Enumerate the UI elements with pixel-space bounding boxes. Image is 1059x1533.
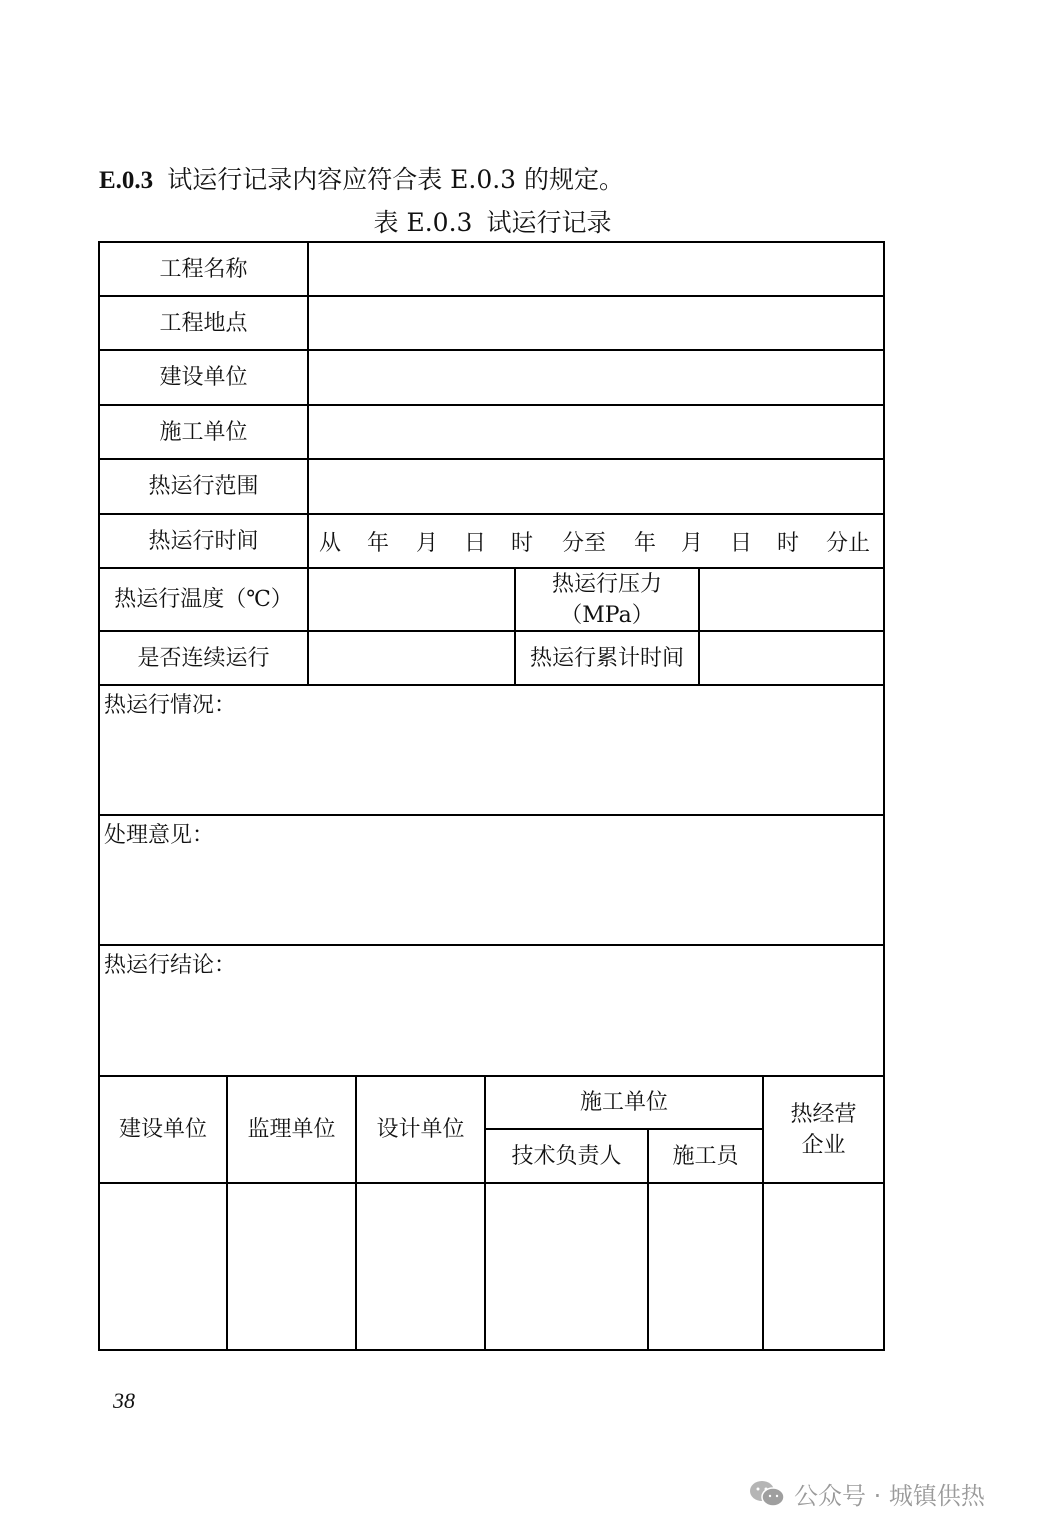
sign-operator-line2: 企业 xyxy=(801,1132,846,1158)
watermark-label: 公众号 · 城镇供热 xyxy=(794,1482,985,1510)
sign-operator-label xyxy=(764,1077,883,1182)
pressure-label xyxy=(516,569,698,630)
row-divider xyxy=(98,814,885,816)
clause-text: 试运行记录内容应符合表 E.0.3 的规定。 xyxy=(167,165,625,194)
heat-run-time-label: 热运行时间 xyxy=(148,528,259,554)
table-caption xyxy=(0,203,985,239)
sign-contractor-label: 施工单位 xyxy=(579,1090,668,1115)
column-divider xyxy=(698,567,700,686)
wechat-icon xyxy=(748,1479,786,1509)
heat-run-scope-label: 热运行范围 xyxy=(148,474,259,499)
table-title: 试运行记录 xyxy=(486,208,612,237)
row-divider xyxy=(98,944,885,946)
project-location-label: 工程地点 xyxy=(159,310,248,336)
sign-operator-line1: 热经营 xyxy=(790,1101,857,1127)
conclusion-label: 热运行结论： xyxy=(104,953,237,978)
table-number: 表 E.0.3 xyxy=(373,208,473,237)
project-name-label: 工程名称 xyxy=(159,256,248,282)
sign-owner-label: 建设单位 xyxy=(118,1117,207,1142)
situation-label: 热运行情况： xyxy=(104,693,237,718)
page-number: 38 xyxy=(113,1388,135,1413)
table-border-right xyxy=(883,241,885,1351)
clause-heading xyxy=(99,160,624,196)
opinion-label: 处理意见： xyxy=(104,823,215,848)
contractor-label: 施工单位 xyxy=(159,419,248,445)
watermark xyxy=(748,1476,985,1511)
pressure-label-line2: （MPa） xyxy=(560,602,654,628)
sign-supervisor-label: 监理单位 xyxy=(247,1117,336,1142)
row-divider xyxy=(98,1182,885,1184)
pressure-label-line1: 热运行压力 xyxy=(551,571,662,597)
construction-owner-label: 建设单位 xyxy=(159,365,248,390)
continuous-label: 是否连续运行 xyxy=(137,645,270,671)
column-divider xyxy=(307,241,309,686)
row-divider xyxy=(98,684,885,686)
cumulative-time-label: 热运行累计时间 xyxy=(529,645,684,671)
sign-constructor-label: 施工员 xyxy=(672,1143,739,1169)
temperature-label: 热运行温度（℃） xyxy=(114,587,293,612)
clause-number: E.0.3 xyxy=(99,167,154,194)
table-border-bottom xyxy=(98,1349,885,1351)
sign-designer-label: 设计单位 xyxy=(376,1117,465,1142)
sign-tech-lead-label: 技术负责人 xyxy=(511,1143,622,1169)
